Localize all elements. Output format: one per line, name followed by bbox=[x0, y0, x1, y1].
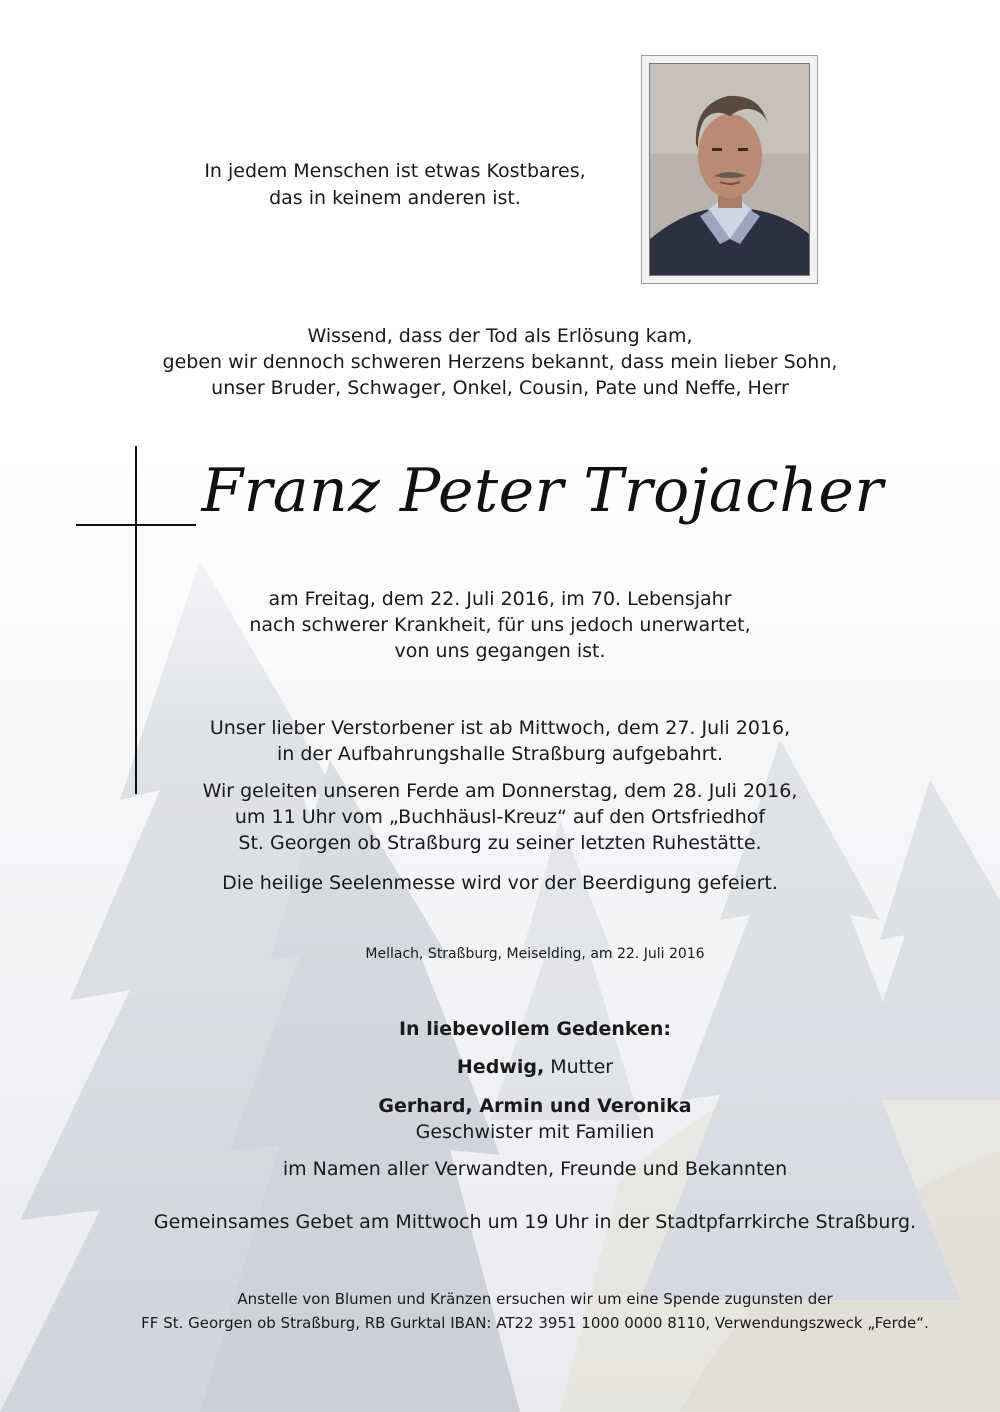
mourner-mother bbox=[0, 1054, 1000, 1080]
memorial-quote bbox=[150, 158, 640, 212]
viewing-line-2: in der Aufbahrungshalle Straßburg aufgebahrt. bbox=[276, 743, 724, 765]
intro-line-3: unser Bruder, Schwager, Onkel, Cousin, Pate und Neffe, Herr bbox=[211, 377, 789, 399]
mourners-heading bbox=[0, 1016, 1000, 1042]
viewing-info bbox=[0, 715, 1000, 767]
mass-line: Die heilige Seelenmesse wird vor der Beerdigung gefeiert. bbox=[222, 872, 778, 894]
mass-info bbox=[0, 870, 1000, 896]
funeral-info bbox=[0, 778, 1000, 856]
viewing-line-1: Unser lieber Verstorbener ist ab Mittwoch, dem 27. Juli 2016, bbox=[209, 717, 791, 739]
place-date bbox=[0, 944, 1000, 964]
prayer-line: Gemeinsames Gebet am Mittwoch um 19 Uhr in der Stadtpfarrkirche Straßburg. bbox=[153, 1211, 917, 1233]
donation-line-1: Anstelle von Blumen und Kränzen ersuchen wir um eine Spende zugunsten der bbox=[237, 1290, 833, 1308]
mourner-mother-line bbox=[0, 1054, 1000, 1080]
quote-line-1: In jedem Menschen ist etwas Kostbares, bbox=[204, 160, 586, 182]
death-info-line-3: von uns gegangen ist. bbox=[394, 640, 606, 662]
portrait-image bbox=[650, 64, 809, 275]
donation-line-2: FF St. Georgen ob Straßburg, RB Gurktal IBAN: AT22 3951 1000 0000 8110, Verwendungszweck „Ferde“. bbox=[141, 1314, 929, 1332]
portrait-frame bbox=[641, 55, 818, 284]
mourner-siblings bbox=[0, 1093, 1000, 1145]
quote-line-2: das in keinem anderen ist. bbox=[269, 187, 521, 209]
mourners-heading-line: In liebevollem Gedenken: bbox=[398, 1018, 671, 1040]
siblings-names: Gerhard, Armin und Veronika bbox=[378, 1095, 692, 1117]
mother-role: Mutter bbox=[550, 1056, 614, 1078]
place-date-line: Mellach, Straßburg, Meiselding, am 22. Juli 2016 bbox=[365, 946, 705, 962]
mother-name: Hedwig, bbox=[456, 1056, 545, 1078]
siblings-role: Geschwister mit Familien bbox=[415, 1121, 655, 1143]
intro-line-2: geben wir dennoch schweren Herzens bekannt, dass mein lieber Sohn, bbox=[162, 351, 838, 373]
announcement-intro bbox=[0, 323, 1000, 401]
funeral-line-2: um 11 Uhr vom „Buchhäusl-Kreuz“ auf den Ortsfriedhof bbox=[234, 806, 766, 828]
death-info-line-2: nach schwerer Krankheit, für uns jedoch unerwartet, bbox=[249, 614, 751, 636]
funeral-line-1: Wir geleiten unseren Ferde am Donnerstag, dem 28. Juli 2016, bbox=[202, 780, 798, 802]
prayer-info bbox=[0, 1209, 1000, 1235]
funeral-line-3: St. Georgen ob Straßburg zu seiner letzten Ruhestätte. bbox=[238, 832, 762, 854]
death-info-line-1: am Freitag, dem 22. Juli 2016, im 70. Lebensjahr bbox=[268, 588, 732, 610]
donation-info bbox=[0, 1287, 1000, 1335]
intro-line-1: Wissend, dass der Tod als Erlösung kam, bbox=[307, 325, 693, 347]
mourner-others bbox=[0, 1156, 1000, 1182]
others-line: im Namen aller Verwandten, Freunde und Bekannten bbox=[282, 1158, 788, 1180]
portrait-photo bbox=[649, 63, 810, 276]
death-info bbox=[0, 586, 1000, 664]
deceased-name: Franz Peter Trojacher bbox=[201, 456, 884, 526]
